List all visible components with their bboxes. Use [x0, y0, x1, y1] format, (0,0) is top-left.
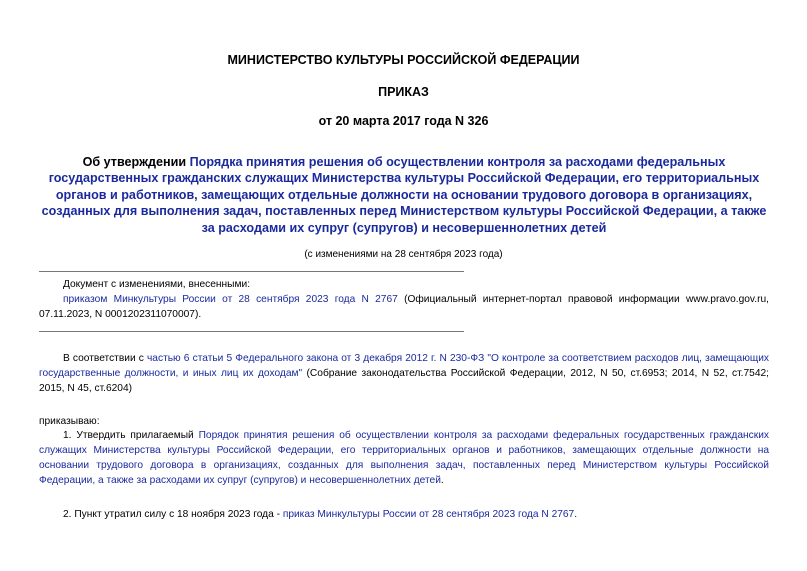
date-number-heading: от 20 марта 2017 года N 326	[318, 114, 489, 128]
ministry-heading: МИНИСТЕРСТВО КУЛЬТУРЫ РОССИЙСКОЙ ФЕДЕРАЦИИ	[227, 53, 580, 67]
title-procedure-link[interactable]: Порядка принятия решения об осуществлении контроля за расходами федеральных государственных гражданских служащих Министерства культуры Российской Федерации, его территориальных органов и работников, замещающих отдельные должности на основании трудового договора в организациях, созданных для выполнения задач, поставленных перед Министерством культуры Российской Федерации, а также за расходами их супруг (супругов) и несовершеннолетних детей	[41, 155, 767, 235]
changes-intro	[39, 277, 769, 292]
amendment-note: (с изменениями на 28 сентября 2023 года)	[304, 249, 503, 260]
document-title	[38, 154, 770, 236]
doc-type-heading: ПРИКАЗ	[378, 85, 429, 99]
item-2-end: .	[574, 509, 578, 520]
repeal-order-link[interactable]: приказ Минкультуры России от 28 сентября 2023 года N 2767	[282, 509, 575, 520]
item-1-start: 1. Утвердить прилагаемый	[63, 430, 199, 441]
preamble-end: (Собрание законодательства Российской Федерации, 2012, N 50, ст.6953; 2014, N 52, ст.7542; 2015, N 45, ст.6204)	[39, 368, 769, 394]
item-2-paragraph	[39, 507, 769, 522]
changes-intro-text: Документ с изменениями, внесенными:	[63, 279, 251, 290]
changes-block	[39, 277, 769, 322]
divider-top	[39, 271, 464, 272]
item-1-paragraph	[39, 428, 769, 488]
divider-bottom	[39, 331, 464, 332]
federal-law-link[interactable]: частью 6 статьи 5 Федерального закона от 3 декабря 2012 г. N 230-ФЗ "О контроле за соответствием расходов лиц, замещающих государственные должности, и иных лиц их доходам"	[39, 353, 770, 379]
procedure-link[interactable]: Порядок принятия решения об осуществлении контроля за расходами федеральных государственных гражданских служащих Министерства культуры Российской Федерации, его территориальных органов и работников, замещающих отдельные должности на основании трудового договора в организациях, созданных для выполнения задач, поставленных перед Министерством культуры Российской Федерации, а также за расходами их супруг (супругов) и несовершеннолетних детей	[39, 430, 770, 486]
title-prefix: Об утверждении	[82, 155, 190, 169]
changes-detail	[39, 292, 769, 322]
amending-order-link[interactable]: приказом Минкультуры России от 28 сентября 2023 года N 2767	[63, 294, 398, 305]
item-1-end: .	[440, 475, 444, 486]
preamble-start: В соответствии с	[63, 353, 147, 364]
item-2-start: 2. Пункт утратил силу с 18 ноября 2023 года -	[63, 509, 283, 520]
preamble-paragraph	[39, 351, 769, 396]
changes-source: (Официальный интернет-портал правовой информации www.pravo.gov.ru, 07.11.2023, N 0001202311070007).	[39, 294, 769, 320]
order-word: приказываю:	[39, 416, 100, 427]
